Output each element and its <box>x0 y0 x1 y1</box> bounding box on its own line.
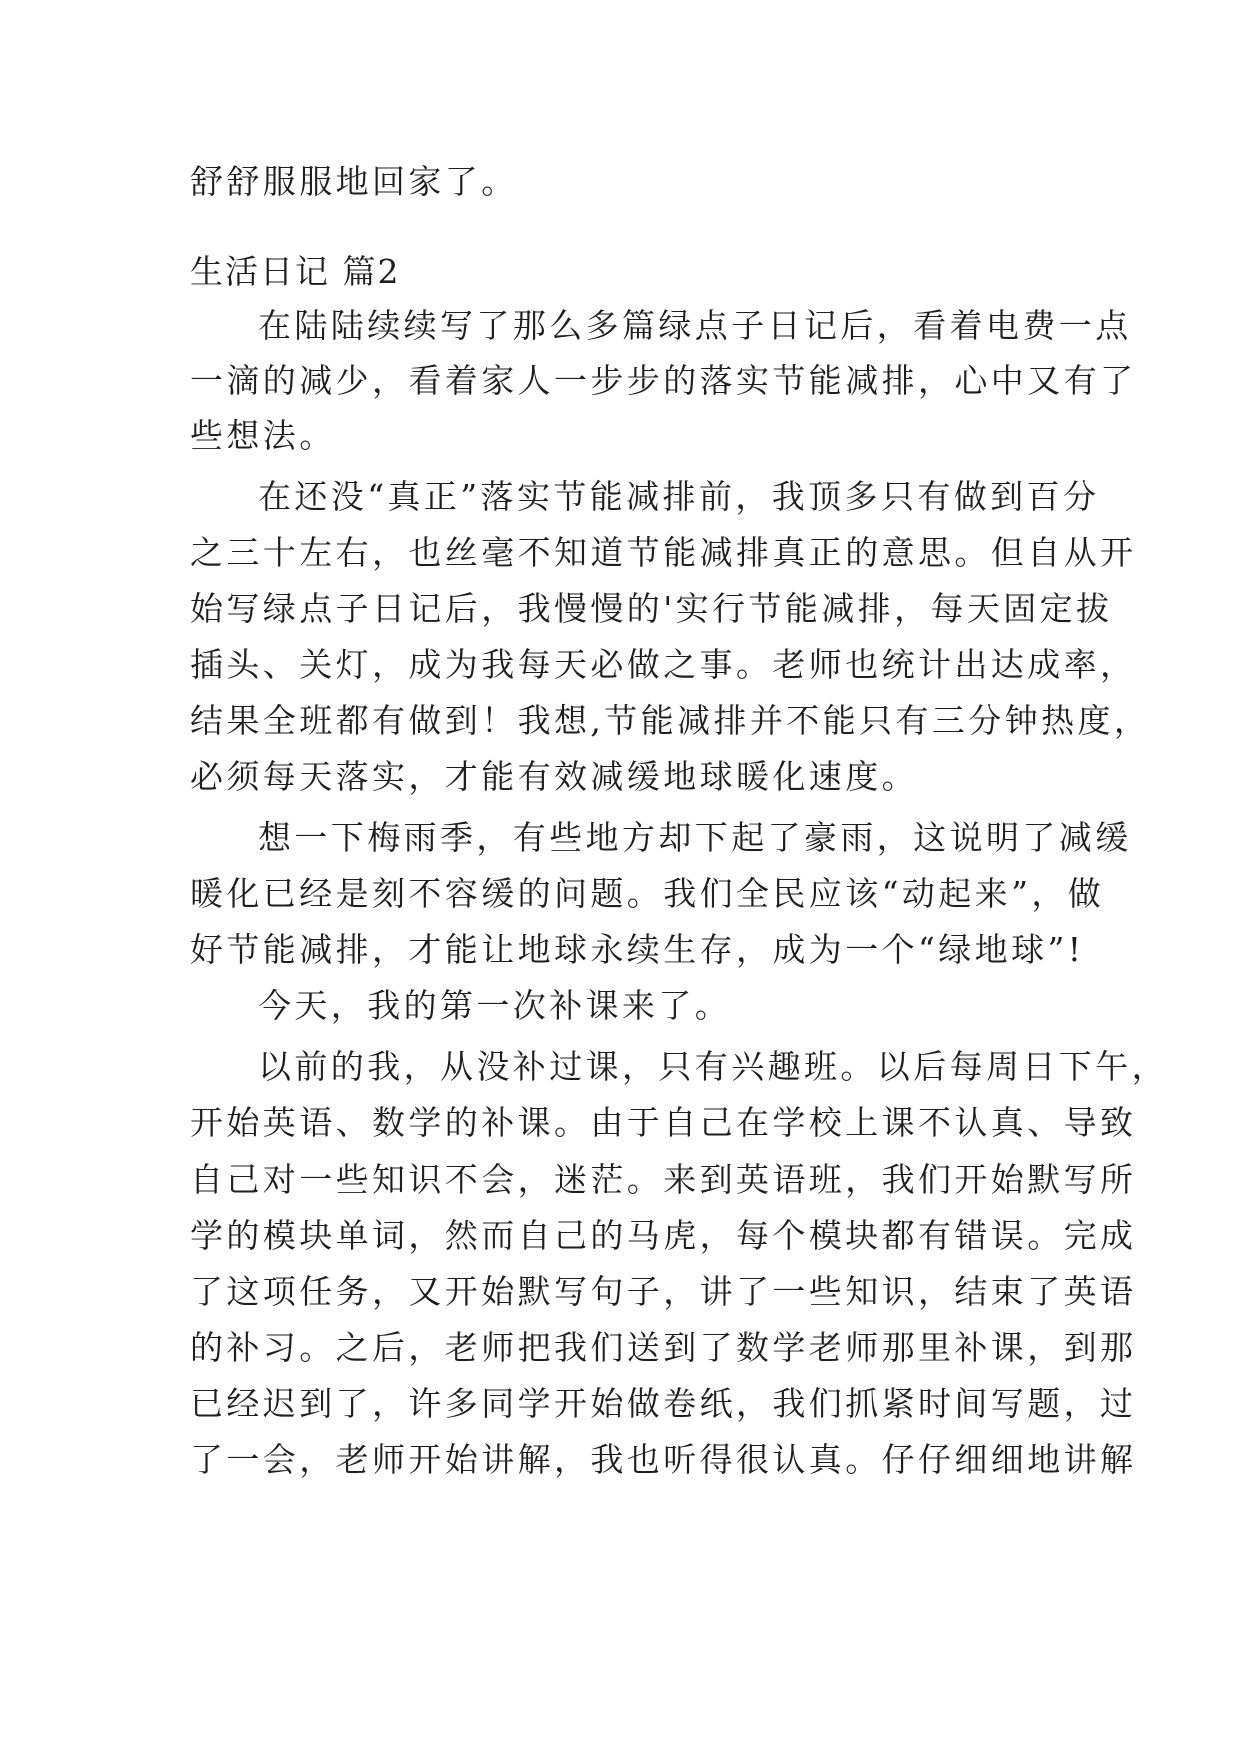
paragraph-line: 想一下梅雨季，有些地方却下起了豪雨，这说明了减缓 <box>258 818 1132 857</box>
paragraph-line: 了这项任务，又开始默写句子，讲了一些知识，结束了英语 <box>190 1272 1137 1311</box>
continuation-line: 舒舒服服地回家了。 <box>190 162 518 201</box>
paragraph-line: 的补习。之后，老师把我们送到了数学老师那里补课，到那 <box>190 1328 1137 1367</box>
paragraph-line: 好节能减排，才能让地球永续生存，成为一个“绿地球”! <box>190 930 1085 969</box>
paragraph-line: 一滴的减少，看着家人一步步的落实节能减排，心中又有了 <box>190 361 1137 400</box>
section-heading: 生活日记 篇2 <box>190 252 401 291</box>
paragraph-line: 以前的我，从没补过课，只有兴趣班。以后每周日下午， <box>258 1047 1168 1086</box>
paragraph-line: 开始英语、数学的补课。由于自己在学校上课不认真、导致 <box>190 1103 1137 1142</box>
paragraph-line: 暖化已经是刻不容缓的问题。我们全民应该“动起来”，做 <box>190 874 1105 913</box>
paragraph-line: 学的模块单词，然而自己的马虎，每个模块都有错误。完成 <box>190 1216 1137 1255</box>
paragraph-line: 始写绿点子日记后，我慢慢的'实行节能减排，每天固定拔 <box>190 589 1113 628</box>
paragraph-line: 必须每天落实，才能有效减缓地球暖化速度。 <box>190 757 918 796</box>
paragraph-line: 插头、关灯，成为我每天必做之事。老师也统计出达成率， <box>190 645 1137 684</box>
paragraph-line: 今天，我的第一次补课来了。 <box>258 986 732 1025</box>
paragraph-line: 自己对一些知识不会，迷茫。来到英语班，我们开始默写所 <box>190 1160 1137 1199</box>
paragraph-line: 些想法。 <box>190 416 336 455</box>
paragraph-line: 已经迟到了，许多同学开始做卷纸，我们抓紧时间写题，过 <box>190 1384 1137 1423</box>
paragraph-line: 在陆陆续续写了那么多篇绿点子日记后，看着电费一点 <box>258 306 1132 345</box>
paragraph-line: 之三十左右，也丝毫不知道节能减排真正的意思。但自从开 <box>190 533 1137 572</box>
paragraph-line: 结果全班都有做到！我想,节能减排并不能只有三分钟热度， <box>190 701 1151 740</box>
paragraph-line: 在还没“真正”落实节能减排前，我顶多只有做到百分 <box>258 477 1100 516</box>
paragraph-line: 了一会，老师开始讲解，我也听得很认真。仔仔细细地讲解 <box>190 1440 1137 1479</box>
